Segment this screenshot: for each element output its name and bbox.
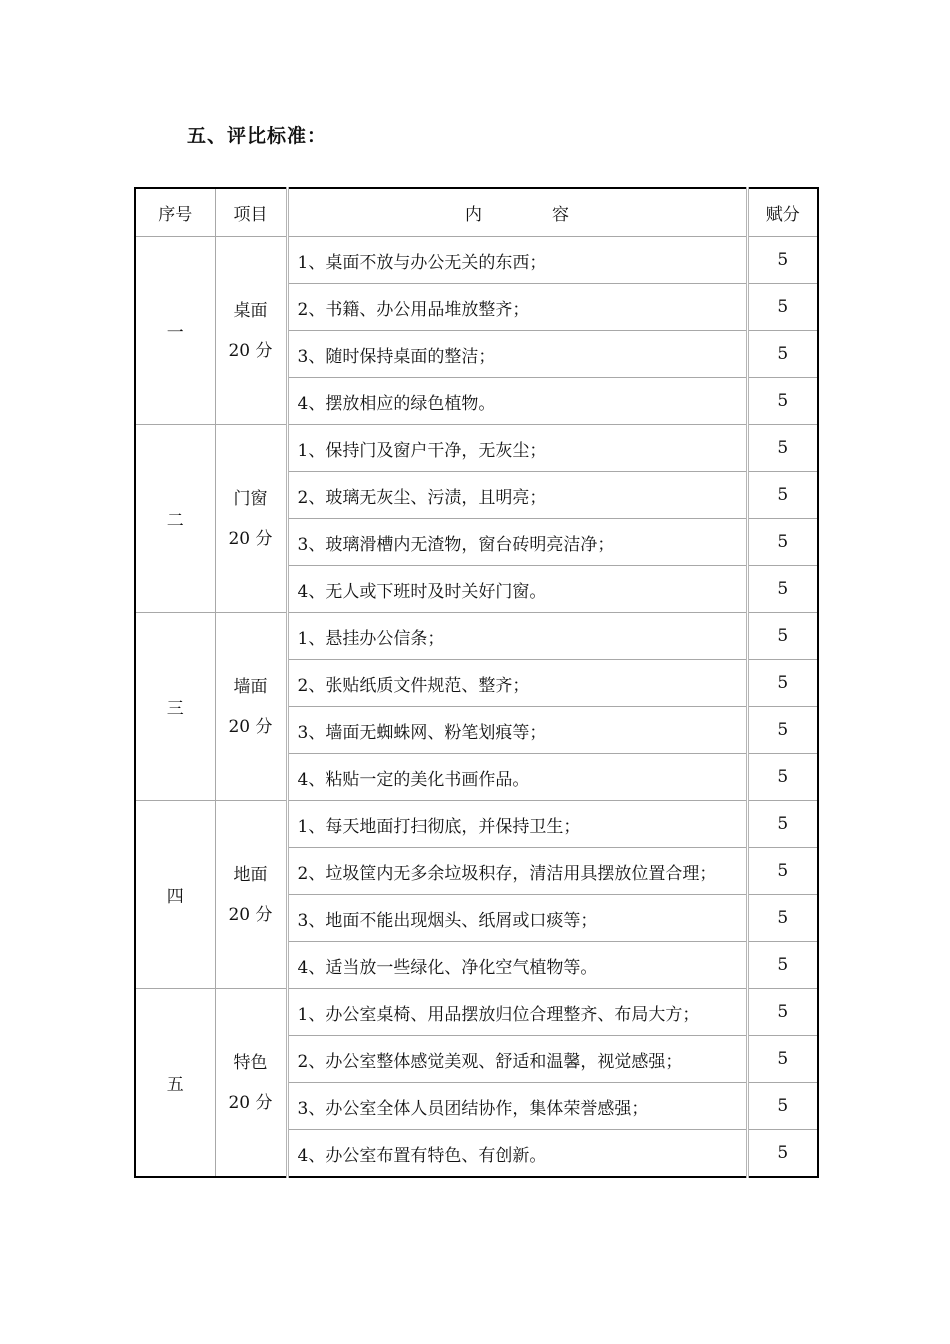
header-item: 项目 [215, 188, 287, 237]
criteria-table [134, 187, 819, 1178]
criterion-content: 4、适当放一些绿化、净化空气植物等。 [287, 942, 747, 989]
group-item [215, 613, 287, 801]
criterion-content: 4、办公室布置有特色、有创新。 [287, 1130, 747, 1178]
group-seq: 二 [135, 425, 215, 613]
group-item-points: 20 分 [228, 716, 273, 737]
criterion-content: 3、办公室全体人员团结协作，集体荣誉感强； [287, 1083, 747, 1130]
header-score: 赋分 [747, 188, 818, 237]
group-seq: 五 [135, 989, 215, 1178]
group-item-points: 20 分 [228, 904, 273, 925]
criterion-score: 5 [747, 895, 818, 942]
group-item-points: 20 分 [228, 340, 273, 361]
table-row [135, 613, 818, 660]
table-header-row [135, 188, 818, 237]
group-item-points: 20 分 [228, 1092, 273, 1113]
criterion-content: 3、墙面无蜘蛛网、粉笔划痕等； [287, 707, 747, 754]
section-title: 五、评比标准： [187, 125, 328, 147]
criterion-content: 1、保持门及窗户干净，无灰尘； [287, 425, 747, 472]
criterion-content: 1、桌面不放与办公无关的东西； [287, 237, 747, 284]
criterion-content: 2、书籍、办公用品堆放整齐； [287, 284, 747, 331]
criterion-score: 5 [747, 237, 818, 284]
header-seq: 序号 [135, 188, 215, 237]
criterion-content: 4、摆放相应的绿色植物。 [287, 378, 747, 425]
criterion-score: 5 [747, 331, 818, 378]
criterion-content: 2、办公室整体感觉美观、舒适和温馨，视觉感强； [287, 1036, 747, 1083]
group-item-points: 20 分 [228, 528, 273, 549]
group-seq: 一 [135, 237, 215, 425]
header-content [287, 188, 747, 237]
criterion-score: 5 [747, 660, 818, 707]
criterion-score: 5 [747, 707, 818, 754]
criterion-score: 5 [747, 378, 818, 425]
criteria-body [135, 237, 818, 1178]
group-item [215, 425, 287, 613]
criterion-score: 5 [747, 989, 818, 1036]
group-item-name: 墙面 [233, 676, 268, 697]
criterion-score: 5 [747, 848, 818, 895]
group-item-name: 特色 [233, 1052, 268, 1073]
criterion-content: 4、粘贴一定的美化书画作品。 [287, 754, 747, 801]
criterion-content: 3、地面不能出现烟头、纸屑或口痰等； [287, 895, 747, 942]
group-seq: 三 [135, 613, 215, 801]
table-row [135, 237, 818, 284]
group-item-name: 地面 [233, 864, 268, 885]
criterion-score: 5 [747, 284, 818, 331]
table-row [135, 425, 818, 472]
criterion-content: 2、张贴纸质文件规范、整齐； [287, 660, 747, 707]
criterion-content: 3、玻璃滑槽内无渣物，窗台砖明亮洁净； [287, 519, 747, 566]
criterion-score: 5 [747, 942, 818, 989]
criterion-content: 2、玻璃无灰尘、污渍，且明亮； [287, 472, 747, 519]
group-item-name: 门窗 [233, 488, 268, 509]
group-seq: 四 [135, 801, 215, 989]
criterion-score: 5 [747, 1036, 818, 1083]
criterion-content: 3、随时保持桌面的整洁； [287, 331, 747, 378]
criterion-score: 5 [747, 754, 818, 801]
criterion-score: 5 [747, 472, 818, 519]
group-item [215, 801, 287, 989]
group-item [215, 989, 287, 1178]
criterion-score: 5 [747, 566, 818, 613]
criterion-content: 4、无人或下班时及时关好门窗。 [287, 566, 747, 613]
criterion-score: 5 [747, 1130, 818, 1178]
group-item [215, 237, 287, 425]
criterion-content: 1、每天地面打扫彻底，并保持卫生； [287, 801, 747, 848]
criterion-content: 2、垃圾筐内无多余垃圾积存，清洁用具摆放位置合理； [287, 848, 747, 895]
criterion-score: 5 [747, 519, 818, 566]
criterion-score: 5 [747, 801, 818, 848]
table-row [135, 989, 818, 1036]
criterion-score: 5 [747, 613, 818, 660]
criterion-content: 1、办公室桌椅、用品摆放归位合理整齐、布局大方； [287, 989, 747, 1036]
criterion-score: 5 [747, 1083, 818, 1130]
criterion-content: 1、悬挂办公信条； [287, 613, 747, 660]
criterion-score: 5 [747, 425, 818, 472]
table-row [135, 801, 818, 848]
header-content-label: 内容 [465, 205, 639, 225]
group-item-name: 桌面 [233, 300, 268, 321]
